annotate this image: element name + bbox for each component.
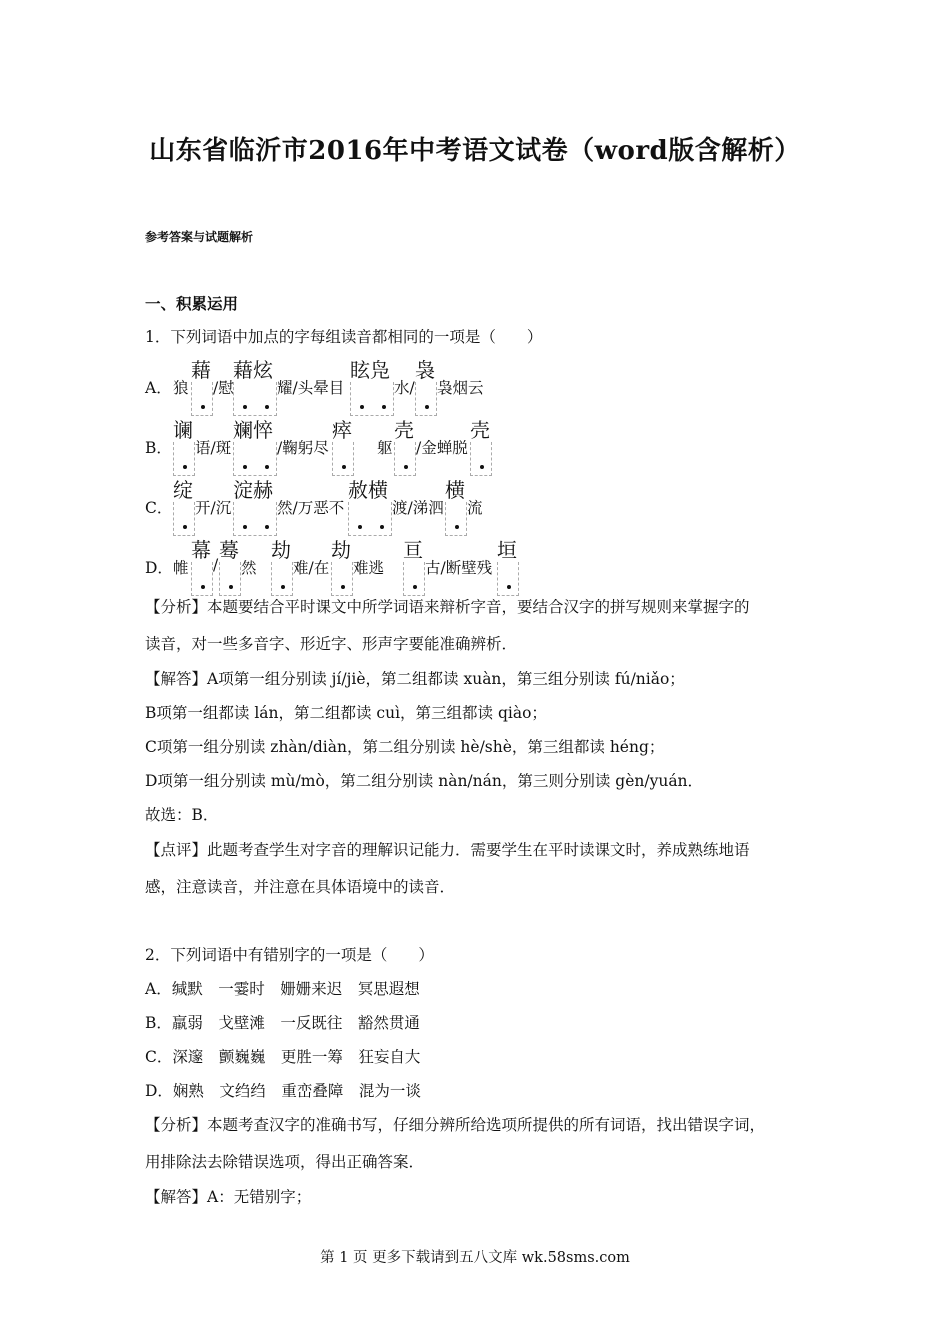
dotted-char: 眩凫 [350, 358, 394, 416]
option-text: 水/ [394, 379, 415, 397]
option-label: D． [145, 559, 173, 577]
dotted-char: 淀赫 [233, 478, 277, 536]
option-text: 渡/涕泗 [392, 499, 444, 517]
dotted-char: 斓悴 [233, 418, 277, 476]
option-text: / [213, 556, 219, 574]
q1-choice: 故选：B． [145, 806, 219, 824]
q2-option-a: A．缄默 一霎时 姗姗来迟 冥思遐想 [145, 980, 420, 998]
q1-option-a [145, 358, 845, 418]
section-heading: 一、积累运用 [145, 294, 239, 313]
q2-option-d: D．娴熟 文绉绉 重峦叠障 混为一谈 [145, 1082, 421, 1100]
option-text: /慰 [213, 379, 234, 397]
option-text: 古/断壁残 [425, 559, 493, 577]
q2-analysis: 【分析】本题考查汉字的准确书写，仔细分辨所给选项所提供的所有词语，找出错误字词， [145, 1116, 766, 1134]
q1-answer-d: D项第一组分别读 mù/mò，第二组分别读 nàn/nán，第三则分别读 gèn/yuán． [145, 772, 704, 790]
q1-answer-b: B项第一组都读 lán，第二组都读 cuì，第三组都读 qiào； [145, 704, 547, 722]
dotted-char: 绽 [173, 478, 195, 536]
q2-option-b: B．羸弱 戈壁滩 一反既往 豁然贯通 [145, 1014, 420, 1032]
option-text: /鞠躬尽 [277, 439, 329, 457]
dotted-char: 谰 [173, 418, 195, 476]
dotted-char: 藉炫 [233, 358, 277, 416]
q2-stem: 2．下列词语中有错别字的一项是（ ） [145, 946, 434, 964]
option-text: 流 [467, 499, 483, 517]
option-text: 帷 [173, 559, 189, 577]
dotted-char: 横 [445, 478, 467, 536]
q1-analysis-cont: 读音，对一些多音字、形近字、形声字要能准确辨析． [145, 635, 518, 653]
q1-option-b [145, 418, 845, 478]
dotted-char: 蓦 [219, 538, 241, 596]
option-label: C． [145, 499, 173, 517]
option-text: 开/沉 [195, 499, 232, 517]
dotted-char: 藉 [191, 358, 213, 416]
page-title: 山东省临沂市2016年中考语文试卷（word版含解析） [149, 136, 801, 166]
dotted-char: 幕 [191, 538, 213, 596]
dotted-char: 袅 [415, 358, 437, 416]
dotted-char: 劫 [331, 538, 353, 596]
q2-analysis-cont: 用排除法去除错误选项，得出正确答案． [145, 1153, 425, 1171]
q1-comment-cont: 感，注意读音，并注意在具体语境中的读音． [145, 878, 456, 896]
dotted-char: 赦横 [348, 478, 392, 536]
dotted-char: 垣 [497, 538, 519, 596]
q1-analysis: 【分析】本题要结合平时课文中所学词语来辩析字音，要结合汉字的拼写规则来掌握字的 [145, 598, 750, 616]
dotted-char: 壳 [470, 418, 492, 476]
option-text: 狼 [173, 379, 189, 397]
option-label: B． [145, 439, 172, 457]
q1-stem: 1．下列词语中加点的字每组读音都相同的一项是（ ） [145, 328, 543, 346]
q2-option-c: C．深邃 颤巍巍 更胜一筹 狂妄自大 [145, 1048, 421, 1066]
q2-answer: 【解答】A：无错别字； [145, 1188, 312, 1206]
option-text: 难/在 [293, 559, 330, 577]
q1-answer: 【解答】A项第一组分别读 jí/jiè，第二组都读 xuàn，第三组分别读 fú/niǎo； [145, 670, 685, 688]
dotted-char: 劫 [271, 538, 293, 596]
subtitle: 参考答案与试题解析 [145, 230, 254, 244]
option-text: 然/万恶不 [277, 499, 345, 517]
option-text: 躯 [377, 439, 393, 457]
q1-comment: 【点评】此题考查学生对字音的理解识记能力．需要学生在平时读课文时，养成熟练地语 [145, 841, 750, 859]
q1-option-d [145, 538, 845, 598]
option-text: 语/斑 [195, 439, 232, 457]
q1-option-c [145, 478, 845, 538]
page-footer: 第 1 页 更多下载请到五八文库 wk.58sms.com [320, 1250, 630, 1266]
dotted-char: 瘁 [332, 418, 354, 476]
option-text: 难逃 [353, 559, 385, 577]
dotted-char: 壳 [394, 418, 416, 476]
option-text: 耀/头晕目 [277, 379, 345, 397]
option-label: A． [145, 379, 172, 397]
option-text: 袅烟云 [437, 379, 484, 397]
option-text: 然 [241, 559, 257, 577]
q1-answer-c: C项第一组分别读 zhàn/diàn，第二组分别读 hè/shè，第三组都读 héng； [145, 738, 665, 756]
dotted-char: 亘 [403, 538, 425, 596]
option-text: /金蝉脱 [416, 439, 468, 457]
